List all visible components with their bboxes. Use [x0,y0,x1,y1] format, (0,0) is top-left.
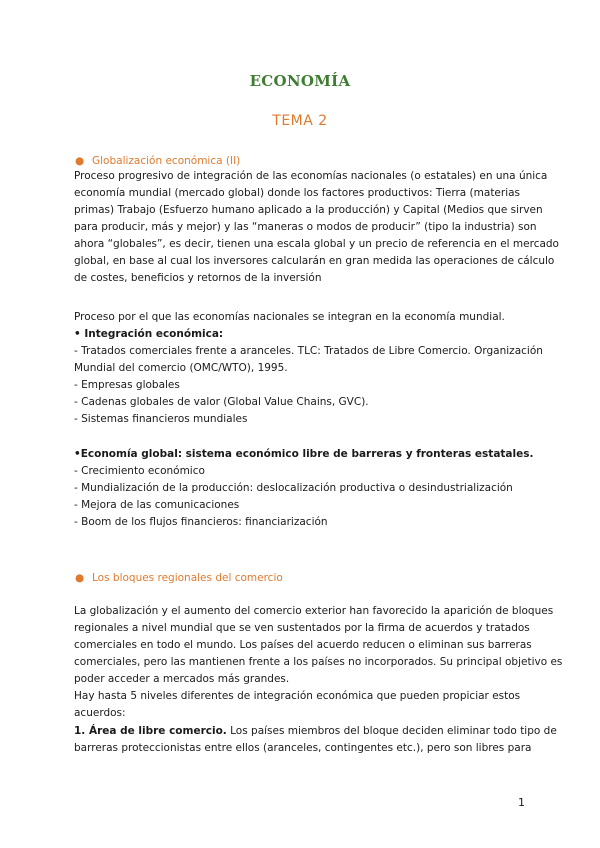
paragraph-line: regionales a nivel mundial que se ven sustentados por la firma de acuerdos y tratados [74,622,530,634]
list-item: Mundial del comercio (OMC/WTO), 1995. [74,362,288,374]
list-item: - Empresas globales [74,379,180,391]
list-item: - Crecimiento económico [74,465,205,477]
section-heading-globalizacion [75,155,241,167]
paragraph-line: La globalización y el aumento del comercio exterior han favorecido la aparición de bloques [74,605,554,617]
list-item: - Boom de los flujos financieros: financiarización [74,516,328,528]
list-item: - Sistemas financieros mundiales [74,413,248,425]
paragraph-line: primas) Trabajo (Esfuerzo humano aplicado a la producción) y Capital (Medios que sirven [74,204,543,216]
section-heading-text: Los bloques regionales del comercio [92,572,283,584]
page-number: 1 [518,796,525,809]
paragraph-line: de costes, beneficios y retornos de la inversión [74,272,322,284]
section-heading-bloques [75,572,283,584]
document-title: ECONOMÍA [249,72,351,90]
bullet-icon: ● [75,572,85,584]
document-subtitle: TEMA 2 [272,113,328,129]
bullet-icon: ● [75,155,85,167]
paragraph-line: acuerdos: [74,707,126,719]
paragraph-line: Hay hasta 5 niveles diferentes de integración económica que pueden propiciar estos [74,690,521,702]
paragraph-line: economía mundial (mercado global) donde los factores productivos: Tierra (materias [74,187,521,199]
list-item: - Tratados comerciales frente a aranceles. TLC: Tratados de Libre Comercio. Organización [74,345,543,357]
list-item: - Mejora de las comunicaciones [74,499,240,511]
economia-global-title: •Economía global: sistema económico libre de barreras y fronteras estatales. [74,448,534,460]
paragraph-line: Proceso progresivo de integración de las economías nacionales (o estatales) en una única [74,170,548,182]
integracion-title: • Integración económica: [74,328,224,340]
paragraph-line: comerciales en todo el mundo. Los países del acuerdo reducen o eliminan sus barreras [74,639,532,651]
section-heading-text: Globalización económica (II) [92,155,241,167]
list-item-bold-label: 1. Área de libre comercio. [74,725,227,737]
list-item-area-libre-comercio [74,723,557,740]
paragraph-line: global, en base al cual los inversores calcularán en gran medida las operaciones de cálculo [74,255,555,267]
paragraph-line: para producir, más y mejor) y las “maneras o modos de producir” (tipo la industria) son [74,221,537,233]
list-item: - Mundialización de la producción: deslocalización productiva o desindustrialización [74,482,513,494]
paragraph-line: barreras proteccionistas entre ellos (aranceles, contingentes etc.), pero son libres para [74,742,532,754]
paragraph-line: comerciales, pero las mantienen frente a los países no incorporados. Su principal objetivo es [74,656,563,668]
paragraph-line: ahora “globales”, es decir, tienen una escala global y un precio de referencia en el mercado [74,238,559,250]
list-item-text: Los países miembros del bloque deciden eliminar todo tipo de [226,725,557,737]
list-item: - Cadenas globales de valor (Global Value Chains, GVC). [74,396,369,408]
intro-line: Proceso por el que las economías nacionales se integran en la economía mundial. [74,311,505,323]
paragraph-line: poder acceder a mercados más grandes. [74,673,290,685]
